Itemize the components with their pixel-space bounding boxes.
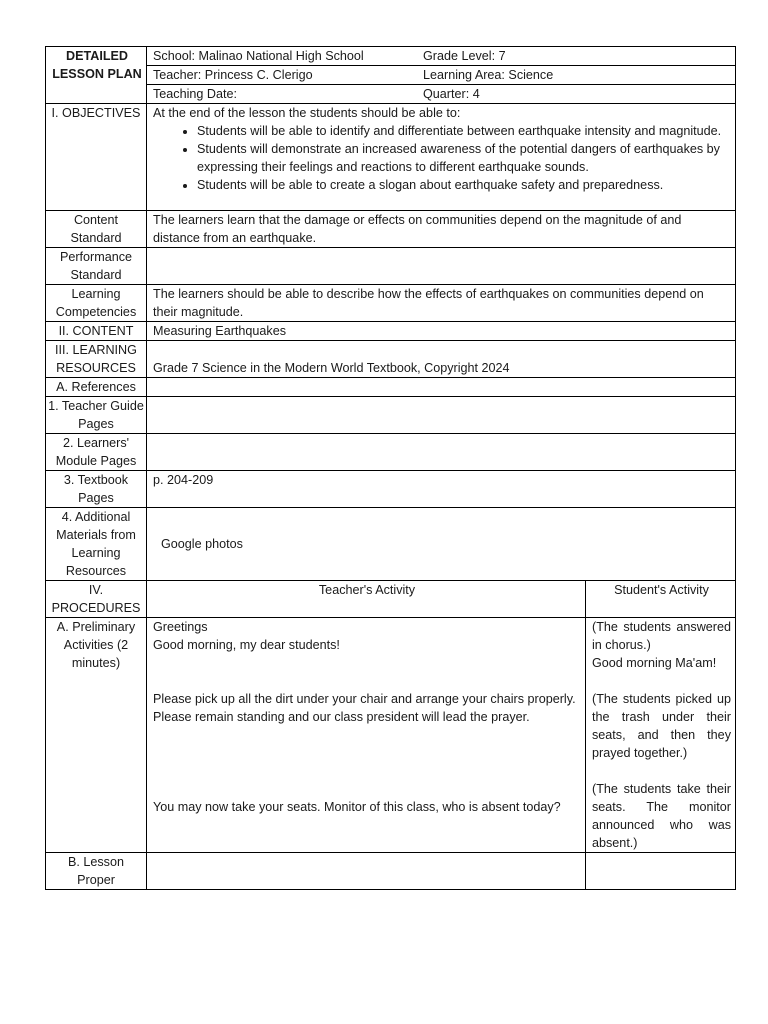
learning-area: Learning Area: Science	[423, 68, 554, 82]
learning-resources-row	[46, 341, 736, 378]
student-greeting-reply: Good morning Ma'am!	[592, 656, 717, 670]
objectives-row	[46, 104, 736, 211]
teacher-guide-row	[46, 397, 736, 434]
content-row	[46, 322, 736, 341]
objectives-intro: At the end of the lesson the students should be able to:	[153, 106, 461, 120]
lesson-plan-page	[45, 46, 735, 890]
objective-item: • Students will demonstrate an increased awareness of the potential dangers of earthquakes by expressing their feelings and reactions to different earthquake sounds.	[197, 140, 731, 176]
references-row	[46, 378, 736, 397]
lesson-proper-teacher-cell	[147, 853, 586, 890]
content-value: Measuring Earthquakes	[147, 322, 736, 341]
school-name: School: Malinao National High School	[153, 49, 364, 63]
objectives-list	[153, 122, 731, 194]
lesson-proper-label: B. Lesson Proper	[46, 853, 147, 890]
learning-competencies-label: Learning Competencies	[46, 285, 147, 322]
procedures-label: IV. PROCEDURES	[46, 581, 147, 618]
preliminary-teacher-cell	[147, 618, 586, 853]
teacher-guide-value	[147, 397, 736, 434]
content-standard-value: The learners learn that the damage or effects on communities depend on the magnitude of and distance from an earthquake.	[147, 211, 736, 248]
objective-item: • Students will be able to create a slogan about earthquake safety and preparedness.	[197, 176, 731, 194]
preliminary-activities-row	[46, 618, 736, 853]
learning-competencies-value: The learners should be able to describe how the effects of earthquakes on communities depend on their magnitude.	[147, 285, 736, 322]
learners-module-label: 2. Learners' Module Pages	[46, 434, 147, 471]
performance-standard-label: Performance Standard	[46, 248, 147, 285]
student-attendance-response: (The students take their seats. The monitor announced who was absent.)	[592, 782, 731, 850]
teacher-greeting: Good morning, my dear students!	[153, 638, 340, 652]
teacher-attendance: You may now take your seats. Monitor of this class, who is absent today?	[153, 800, 561, 814]
student-activity-header: Student's Activity	[586, 581, 736, 618]
learning-resources-label: III. LEARNING RESOURCES	[46, 341, 147, 378]
lesson-proper-row	[46, 853, 736, 890]
textbook-pages-row	[46, 471, 736, 508]
header-row-date	[46, 85, 736, 104]
header-row-school	[46, 47, 736, 66]
preliminary-student-cell	[586, 618, 736, 853]
student-clean-response: (The students picked up the trash under their seats, and then they prayed together.)	[592, 692, 731, 760]
teacher-guide-label: 1. Teacher Guide Pages	[46, 397, 147, 434]
objective-item: • Students will be able to identify and differentiate between earthquake intensity and magnitude.	[197, 122, 731, 140]
teaching-date: Teaching Date:	[153, 87, 238, 101]
learners-module-row	[46, 434, 736, 471]
performance-standard-row	[46, 248, 736, 285]
plan-title: DETAILED LESSON PLAN	[46, 47, 147, 104]
learners-module-value	[147, 434, 736, 471]
student-greeting-note: (The students answered in chorus.)	[592, 620, 731, 652]
textbook-pages-value: p. 204-209	[147, 471, 736, 508]
content-label: II. CONTENT	[46, 322, 147, 341]
preliminary-activities-label: A. Preliminary Activities (2 minutes)	[46, 618, 147, 853]
content-standard-label: Content Standard	[46, 211, 147, 248]
teacher-clean-instruction: Please pick up all the dirt under your chair and arrange your chairs properly. Please remain standing and our class president will lead the prayer.	[153, 692, 576, 724]
teacher-name: Teacher: Princess C. Clerigo	[153, 68, 313, 82]
content-standard-row	[46, 211, 736, 248]
references-value	[147, 378, 736, 397]
grade-level: Grade Level: 7	[423, 49, 506, 63]
lesson-proper-student-cell	[586, 853, 736, 890]
references-label: A. References	[46, 378, 147, 397]
learning-resources-value: Grade 7 Science in the Modern World Textbook, Copyright 2024	[147, 341, 736, 378]
performance-standard-value	[147, 248, 736, 285]
additional-materials-row	[46, 508, 736, 581]
additional-materials-value: Google photos	[147, 508, 736, 581]
lesson-plan-table	[45, 46, 736, 890]
teacher-activity-header: Teacher's Activity	[147, 581, 586, 618]
header-row-teacher	[46, 66, 736, 85]
quarter: Quarter: 4	[423, 87, 480, 101]
learning-competencies-row	[46, 285, 736, 322]
objectives-label: I. OBJECTIVES	[46, 104, 147, 211]
greeting-title: Greetings	[153, 620, 208, 634]
additional-materials-label: 4. Additional Materials from Learning Resources	[46, 508, 147, 581]
procedures-header-row	[46, 581, 736, 618]
textbook-pages-label: 3. Textbook Pages	[46, 471, 147, 508]
